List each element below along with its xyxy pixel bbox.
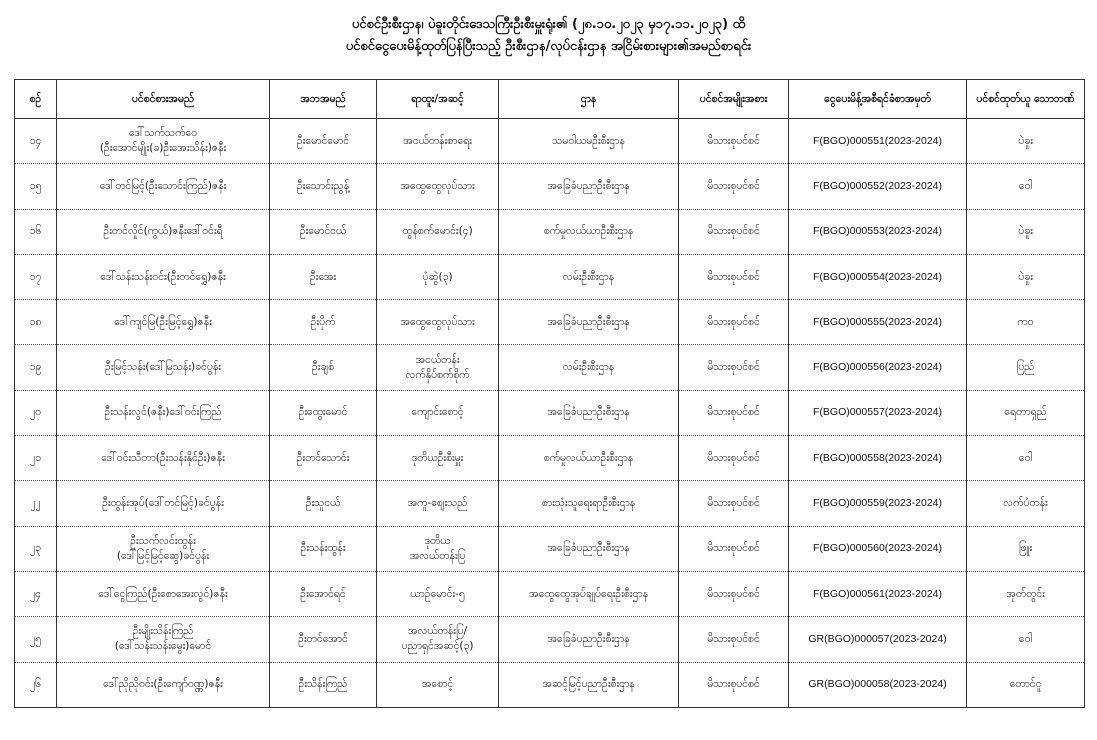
cell-no: ၁၉ bbox=[15, 345, 57, 390]
cell-bank: ဝေါ bbox=[967, 617, 1085, 662]
column-header-father: အဘအမည် bbox=[270, 80, 377, 119]
cell-bank: ရေတာရှည် bbox=[967, 390, 1085, 435]
cell-bank: တောင်ငူ bbox=[967, 662, 1085, 707]
cell-no: ၁၅ bbox=[15, 164, 57, 209]
cell-order-number: F(BGO)000551(2023-2024) bbox=[789, 119, 967, 164]
cell-name: ဦးသန်းလွင်(ဇနီး)ဒေါ်ဝင်းကြည် bbox=[57, 390, 270, 435]
cell-no: ၂၆ bbox=[15, 662, 57, 707]
cell-pension-type: မိသားစုပင်စင် bbox=[679, 300, 789, 345]
cell-father: ဦးတင်အောင် bbox=[270, 617, 377, 662]
cell-name: ဦးမျိုးသိန်းကြည် (ဒေါ်သန်းသန်းမွေး)မောင် bbox=[57, 617, 270, 662]
cell-order-number: GR(BGO)000058(2023-2024) bbox=[789, 662, 967, 707]
cell-pension-type: မိသားစုပင်စင် bbox=[679, 436, 789, 481]
cell-father: ဦးချစ် bbox=[270, 345, 377, 390]
cell-name: ဒေါ်တင်မြင့်(ဦးသောင်းကြည်)ဇနီး bbox=[57, 164, 270, 209]
cell-bank: ပဲခူး bbox=[967, 209, 1085, 254]
cell-rank: အငယ်တန်း လက်နှိပ်စက်စိုက် bbox=[377, 345, 499, 390]
cell-pension-type: မိသားစုပင်စင် bbox=[679, 662, 789, 707]
cell-order-number: F(BGO)000560(2023-2024) bbox=[789, 526, 967, 571]
cell-department: အခြေခံပညာဦးစီးဌာန bbox=[499, 526, 679, 571]
cell-bank: ပဲခူး bbox=[967, 254, 1085, 299]
cell-department: အခြေခံပညာဦးစီးဌာန bbox=[499, 300, 679, 345]
cell-name: ဒေါ်သန်းသန်းဝင်း(ဦးတင်ရွှေ)ဇနီး bbox=[57, 254, 270, 299]
cell-name: ဦးထွန်းအုပ်(ဒေါ်တင်မြင့်)ခင်ပွန်း bbox=[57, 481, 270, 526]
cell-bank: ပဲခူး bbox=[967, 119, 1085, 164]
cell-name: ဦးတင်လှိုင်(ကွယ်)ဇနီးဒေါ်ဝင်းရီ bbox=[57, 209, 270, 254]
cell-department: အခြေခံပညာဦးစီးဌာန bbox=[499, 164, 679, 209]
cell-no: ၁၆ bbox=[15, 209, 57, 254]
cell-name: ဦးသက်လင်းထွန်း (ဒေါ်မြင့်မြင့်ဆွေ)ခင်ပွန်း bbox=[57, 526, 270, 571]
cell-department: အဆင့်မြင့်ပညာဦးစီးဌာန bbox=[499, 662, 679, 707]
cell-name: ဒေါ်သက်သက်ဝေ (ဦးအောင်မျိုး(ခ)ဦးအေးသိန်း)ဇနီး bbox=[57, 119, 270, 164]
cell-pension-type: မိသားစုပင်စင် bbox=[679, 571, 789, 616]
cell-father: ဦးသောင်းညွန့် bbox=[270, 164, 377, 209]
cell-order-number: F(BGO)000559(2023-2024) bbox=[789, 481, 967, 526]
cell-order-number: F(BGO)000553(2023-2024) bbox=[789, 209, 967, 254]
table-row bbox=[15, 300, 1085, 345]
cell-no: ၁၇ bbox=[15, 254, 57, 299]
cell-father: ဦးပိုက် bbox=[270, 300, 377, 345]
cell-rank: အလယ်တန်းပြ/ ပညာရှင်အဆင့်(၃) bbox=[377, 617, 499, 662]
cell-rank: အငယ်တန်းစာရေး bbox=[377, 119, 499, 164]
cell-rank: ဒုတိယ အလယ်တန်းပြ bbox=[377, 526, 499, 571]
cell-father: ဦးမောင်မောင် bbox=[270, 119, 377, 164]
table-row bbox=[15, 436, 1085, 481]
cell-pension-type: မိသားစုပင်စင် bbox=[679, 209, 789, 254]
cell-pension-type: မိသားစုပင်စင် bbox=[679, 617, 789, 662]
cell-no: ၂၅ bbox=[15, 617, 57, 662]
column-header-order-number: ငွေပေးမိန့်အစီရင်ခံစာအမှတ် bbox=[789, 80, 967, 119]
cell-father: ဦးအောင်ရင် bbox=[270, 571, 377, 616]
cell-department: အခြေခံပညာဦးစီးဌာန bbox=[499, 617, 679, 662]
table-row bbox=[15, 254, 1085, 299]
document-title-line-2: ပင်စင်ငွေပေးမိန့်ထုတ်ပြန်ပြီးသည့် ဦးစီးဌာန/လုပ်ငန်းဌာန အငြိမ်းစားများ၏အမည်စာရင်း bbox=[345, 39, 752, 54]
table-row bbox=[15, 526, 1085, 571]
cell-department: စက်မှုလယ်ယာဦးစီးဌာန bbox=[499, 436, 679, 481]
cell-bank: အုတ်တွင်း bbox=[967, 571, 1085, 616]
cell-name: ဒေါ်ဝင်းသီတာ(ဦးသန်းနိုင်ဦး)ဇနီး bbox=[57, 436, 270, 481]
cell-department: အခြေခံပညာဦးစီးဌာန bbox=[499, 390, 679, 435]
cell-rank: ယာဉ်မောင်း-၅ bbox=[377, 571, 499, 616]
cell-no: ၁၄ bbox=[15, 119, 57, 164]
cell-pension-type: မိသားစုပင်စင် bbox=[679, 254, 789, 299]
table-header-row bbox=[15, 80, 1085, 119]
cell-no: ၂၃ bbox=[15, 526, 57, 571]
cell-department: လမ်းဦးစီးဌာန bbox=[499, 254, 679, 299]
cell-department: စက်မှုလယ်ယာဦးစီးဌာန bbox=[499, 209, 679, 254]
table-row bbox=[15, 209, 1085, 254]
cell-pension-type: မိသားစုပင်စင် bbox=[679, 345, 789, 390]
cell-no: ၂၄ bbox=[15, 571, 57, 616]
cell-name: ဒေါ်ငွေကြည်(ဦးစောအေးလွင်)ဇနီး bbox=[57, 571, 270, 616]
cell-no: ၂၀ bbox=[15, 390, 57, 435]
cell-no: ၂၂ bbox=[15, 481, 57, 526]
column-header-pension-type: ပင်စင်အမျိုးအစား bbox=[679, 80, 789, 119]
cell-father: ဦးထွေးမောင် bbox=[270, 390, 377, 435]
cell-order-number: F(BGO)000556(2023-2024) bbox=[789, 345, 967, 390]
cell-order-number: F(BGO)000552(2023-2024) bbox=[789, 164, 967, 209]
cell-order-number: F(BGO)000555(2023-2024) bbox=[789, 300, 967, 345]
column-header-name: ပင်စင်စားအမည် bbox=[57, 80, 270, 119]
cell-no: ၁၈ bbox=[15, 300, 57, 345]
column-header-no: စဉ် bbox=[15, 80, 57, 119]
cell-department: စားသုံးသူရေးရာဦးစီးဌာန bbox=[499, 481, 679, 526]
cell-department: သမဝါယမဦးစီးဌာန bbox=[499, 119, 679, 164]
cell-father: ဦးတင်သောင်း bbox=[270, 436, 377, 481]
cell-order-number: F(BGO)000561(2023-2024) bbox=[789, 571, 967, 616]
table-row bbox=[15, 345, 1085, 390]
cell-bank: ဖြူး bbox=[967, 526, 1085, 571]
cell-pension-type: မိသားစုပင်စင် bbox=[679, 526, 789, 571]
cell-pension-type: မိသားစုပင်စင် bbox=[679, 390, 789, 435]
cell-bank: ဝေါ bbox=[967, 436, 1085, 481]
cell-father: ဦးအေး bbox=[270, 254, 377, 299]
cell-rank: ကျောင်းစောင့် bbox=[377, 390, 499, 435]
cell-bank: ဝေါ bbox=[967, 164, 1085, 209]
table-row bbox=[15, 571, 1085, 616]
cell-name: ဒေါ်ညိုညိုဝင်း(ဦးကျော်ဝဏ္ဏ)ဇနီး bbox=[57, 662, 270, 707]
cell-department: အထွေထွေအုပ်ချုပ်ရေးဦးစီးဌာန bbox=[499, 571, 679, 616]
table-row bbox=[15, 617, 1085, 662]
pension-table bbox=[14, 79, 1085, 708]
cell-father: ဦးမောင်ငယ် bbox=[270, 209, 377, 254]
cell-pension-type: မိသားစုပင်စင် bbox=[679, 119, 789, 164]
cell-father: ဦးသန်းထွန်း bbox=[270, 526, 377, 571]
cell-rank: အထွေထွေလုပ်သား bbox=[377, 300, 499, 345]
cell-rank: အကူ-စျေးသည် bbox=[377, 481, 499, 526]
cell-rank: ပုံဆွဲ(၃) bbox=[377, 254, 499, 299]
table-row bbox=[15, 119, 1085, 164]
cell-pension-type: မိသားစုပင်စင် bbox=[679, 481, 789, 526]
cell-order-number: F(BGO)000558(2023-2024) bbox=[789, 436, 967, 481]
table-row bbox=[15, 164, 1085, 209]
cell-name: ဒေါ်ကျင်မြ(ဦးမြင့်ရွှေ)ဇနီး bbox=[57, 300, 270, 345]
cell-bank: ကဝ bbox=[967, 300, 1085, 345]
cell-pension-type: မိသားစုပင်စင် bbox=[679, 164, 789, 209]
table-row bbox=[15, 662, 1085, 707]
column-header-department: ဌာန bbox=[499, 80, 679, 119]
cell-father: ဦးသိန်းကြည် bbox=[270, 662, 377, 707]
document-title-line-1: ပင်စင်ဦးစီးဌာန၊ ပဲခူးတိုင်းဒေသကြီးဦးစီးမှူးရုံး၏ (၂၈.၁၀.၂၀၂၃ မှ၁၇.၁၁.၂၀၂၃) ထိ bbox=[351, 17, 746, 32]
cell-department: လမ်းဦးစီးဌာန bbox=[499, 345, 679, 390]
cell-bank: လက်ပံတန်း bbox=[967, 481, 1085, 526]
cell-no: ၂၁ bbox=[15, 436, 57, 481]
cell-order-number: GR(BGO)000057(2023-2024) bbox=[789, 617, 967, 662]
cell-bank: ပြည် bbox=[967, 345, 1085, 390]
column-header-rank: ရာထူး/အဆင့် bbox=[377, 80, 499, 119]
table-row bbox=[15, 481, 1085, 526]
cell-rank: ထွန်စက်မောင်း(၄) bbox=[377, 209, 499, 254]
cell-rank: အစောင့် bbox=[377, 662, 499, 707]
table-row bbox=[15, 390, 1085, 435]
cell-order-number: F(BGO)000554(2023-2024) bbox=[789, 254, 967, 299]
cell-name: ဦးမြင့်သန်း(ဒေါ်မြသန်း)ခင်ပွန်း bbox=[57, 345, 270, 390]
cell-father: ဦးသူငယ် bbox=[270, 481, 377, 526]
cell-rank: ဒုတိယဦးစီးမှူး bbox=[377, 436, 499, 481]
cell-rank: အထွေထွေလုပ်သား bbox=[377, 164, 499, 209]
column-header-bank: ပင်စင်ထုတ်ယူ သောဘဏ် bbox=[967, 80, 1085, 119]
cell-order-number: F(BGO)000557(2023-2024) bbox=[789, 390, 967, 435]
